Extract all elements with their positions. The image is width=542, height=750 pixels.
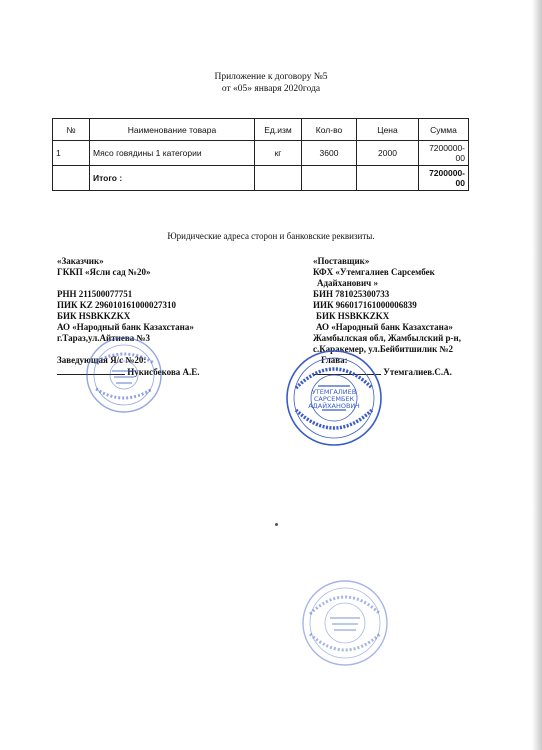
- stamp-text-line3: АДАЙХАНОВИЧ: [308, 402, 360, 410]
- stamp-text-line1: УТЕМГАЛИЕВ: [311, 388, 357, 396]
- stamp-text-line2: САРСЕМБЕК: [313, 395, 355, 403]
- supplier-address-line2: с.Каракемер, ул.Бейбитшилик №2: [313, 344, 454, 354]
- cell-empty: [357, 166, 419, 191]
- customer-iik: ПИК KZ 296010161000027310: [57, 300, 177, 310]
- table-row: [53, 141, 469, 166]
- supplier-name-line1: КФХ «Утемгалиев Сарсембек: [313, 267, 435, 277]
- table-header-row: [53, 119, 469, 141]
- goods-table: [52, 118, 469, 191]
- customer-name: ГККП «Ясли сад №20»: [57, 267, 151, 277]
- customer-signatory: Нукисбекова А.Е.: [127, 367, 200, 377]
- supplier-address-line1: Жамбылская обл, Жамбылский р-н,: [313, 333, 461, 343]
- cell-empty: [53, 166, 90, 191]
- cell-number: 1: [53, 141, 90, 166]
- customer-stamp-image: [84, 335, 164, 415]
- cell-price: 2000: [357, 141, 419, 166]
- customer-address: г.Тараз,ул.Айтиева №3: [57, 333, 150, 343]
- col-header-unit: Ед.изм: [255, 119, 302, 141]
- col-header-name: Наименование товара: [90, 119, 255, 141]
- supplier-stamp-image-faded: [300, 578, 390, 668]
- supplier-bik: БИК HSBKKZKX: [316, 311, 390, 321]
- col-header-quantity: Кол-во: [302, 119, 357, 141]
- supplier-bin: БИН 781025300733: [313, 289, 390, 299]
- customer-position: Заведующая Я/с №20:: [57, 355, 147, 365]
- col-header-price: Цена: [357, 119, 419, 141]
- speck: [275, 523, 278, 526]
- supplier-signatory: Утемгалиев.С.А.: [383, 367, 452, 377]
- customer-role: «Заказчик»: [57, 256, 104, 266]
- supplier-bank: АО «Народный банк Казахстана»: [316, 322, 453, 332]
- cell-empty: [255, 166, 302, 191]
- customer-bank: АО «Народный банк Казахстана»: [57, 322, 194, 332]
- appendix-date: от «05» января 2020года: [221, 84, 321, 94]
- table-total-row: [53, 166, 469, 191]
- customer-rnn: РНН 211500077751: [57, 289, 133, 299]
- cell-quantity: 3600: [302, 141, 357, 166]
- col-header-number: №: [53, 119, 90, 141]
- total-label: Итого :: [90, 166, 255, 191]
- supplier-role: «Поставщик»: [313, 256, 370, 266]
- section-title: Юридические адреса сторон и банковские реквизиты.: [167, 231, 375, 241]
- supplier-position: Глава:: [321, 355, 348, 365]
- col-header-sum: Сумма: [419, 119, 469, 141]
- cell-sum: 7200000-00: [419, 141, 469, 166]
- total-value: 7200000-00: [419, 166, 469, 191]
- supplier-stamp-image: [284, 348, 384, 448]
- page-edge-shadow: [532, 0, 542, 750]
- cell-name: Мясо говядины 1 категории: [90, 141, 255, 166]
- customer-bik: БИК HSBKKZKX: [57, 311, 131, 321]
- cell-unit: кг: [255, 141, 302, 166]
- supplier-iik: ИИК 966017161000006839: [313, 300, 417, 310]
- cell-empty: [302, 166, 357, 191]
- supplier-name-line2: Адайханович »: [317, 278, 378, 288]
- appendix-title: Приложение к договору №5: [214, 72, 328, 82]
